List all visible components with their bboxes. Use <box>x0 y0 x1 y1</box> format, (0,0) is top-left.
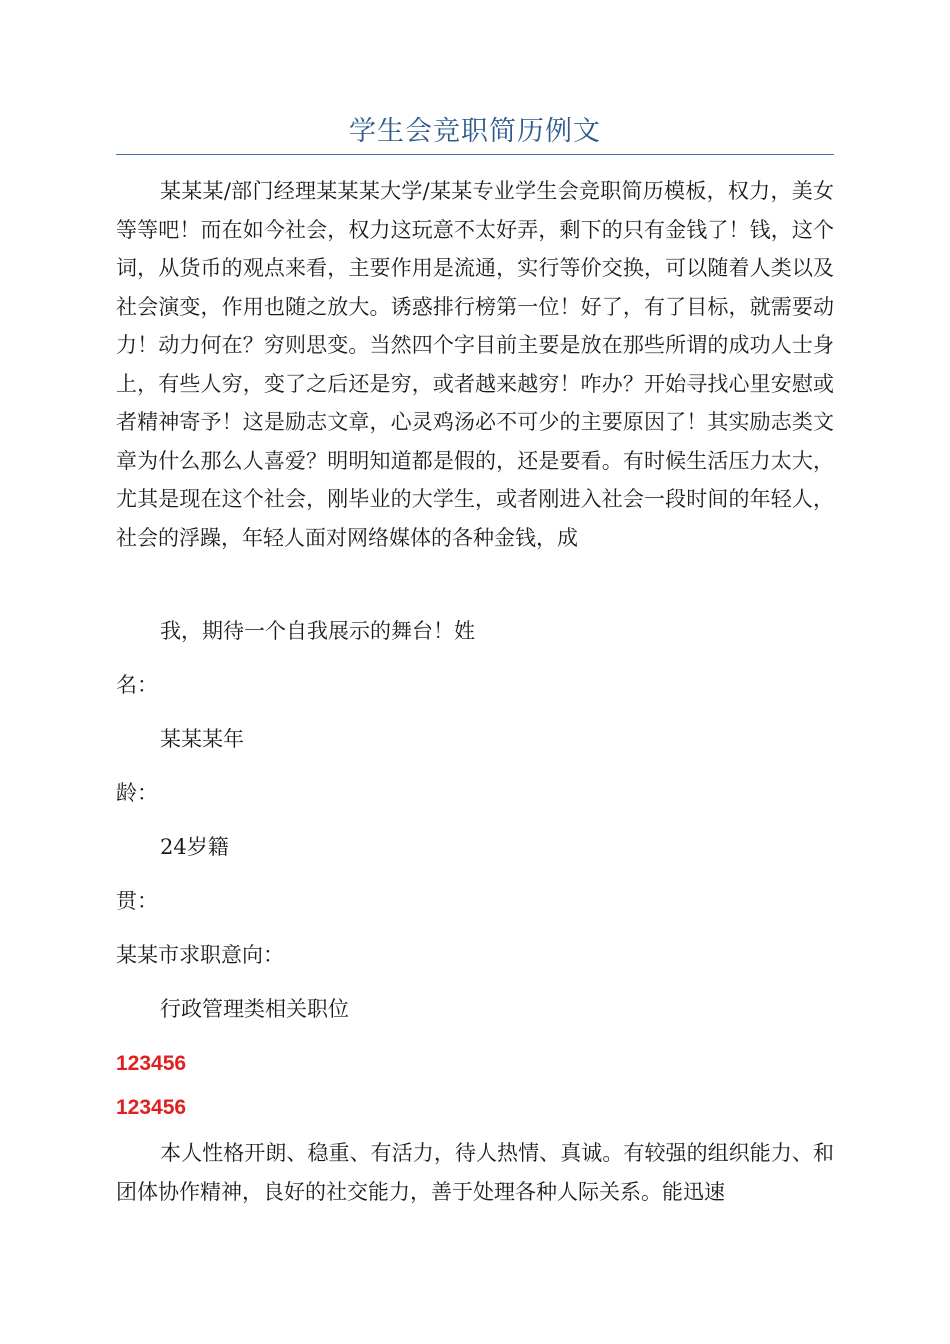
title-underline <box>116 154 834 155</box>
age-value: 24岁籍 <box>160 835 229 859</box>
expect-line: 我，期待一个自我展示的舞台！姓 <box>160 619 475 643</box>
name-value: 某某某年 <box>160 727 244 751</box>
red-number-2: 123456 <box>116 1096 187 1119</box>
age-label: 龄： <box>116 781 158 805</box>
document-title: 学生会竞职简历例文 <box>349 116 601 147</box>
name-label: 名： <box>116 673 158 697</box>
intro-paragraph: 某某某/部门经理某某某大学/某某专业学生会竞职简历模板，权力，美女等等吧！而在如今社会，权力这玩意不太好弄，剩下的只有金钱了！钱，这个词，从货币的观点来看，主要作用是流通，实行等价交换，可以随着人类以及社会演变，作用也随之放大。诱惑排行榜第一位！好了，有了目标，就需要动力！动力何在？穷则思变。当然四个字目前主要是放在那些所谓的成功人士身上，有些人穷，变了之后还是穷，或者越来越穷！咋办？开始寻找心里安慰或者精神寄予！这是励志文章，心灵鸡汤必不可少的主要原因了！其实励志类文章为什么那么人喜爱？明明知道都是假的，还是要看。有时候生活压力太大，尤其是现在这个社会，刚毕业的大学生，或者刚进入社会一段时间的年轻人，社会的浮躁，年轻人面对网络媒体的各种金钱，成 <box>116 179 834 550</box>
job-intention-value: 行政管理类相关职位 <box>160 997 349 1021</box>
red-number-1: 123456 <box>116 1052 187 1075</box>
native-place-value: 某某市求职意向： <box>116 943 284 967</box>
native-place-label: 贯： <box>116 889 158 913</box>
self-evaluation-paragraph: 本人性格开朗、稳重、有活力，待人热情、真诚。有较强的组织能力、和团体协作精神，良好的社交能力，善于处理各种人际关系。能迅速 <box>116 1141 834 1204</box>
